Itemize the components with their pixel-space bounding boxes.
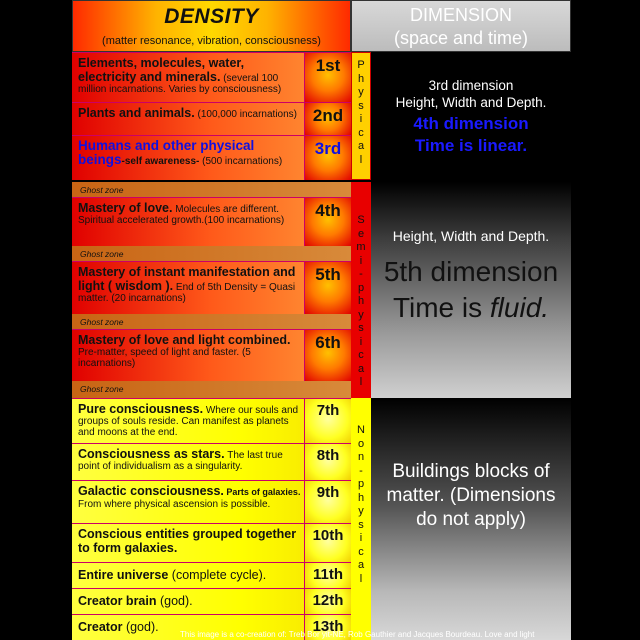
category-label-physical: P h y s i c a l <box>357 59 365 166</box>
ghost-zone-label: Ghost zone <box>72 182 351 197</box>
row-description <box>78 568 302 582</box>
row-ordinal: 9th <box>304 481 351 523</box>
row-subtitle: -self awareness- <box>121 156 200 167</box>
dimension-header <box>351 0 571 52</box>
ghost-zone-label: Ghost zone <box>72 314 351 329</box>
panel2-line3 <box>371 292 571 324</box>
density-row-12 <box>72 588 351 614</box>
density-row-4 <box>72 197 351 246</box>
ghost-zone-label: Ghost zone <box>72 381 351 398</box>
row-title: Entire universe <box>78 568 169 582</box>
category-strip-physical <box>351 52 371 180</box>
density-row-1 <box>72 52 351 102</box>
panel1-line4: Time is linear. <box>414 136 528 155</box>
row-detail: End of 5th Density = Quasi matter. (20 incarnations) <box>78 282 296 304</box>
row-title: Creator brain <box>78 594 157 608</box>
row-title: Mastery of love. <box>78 201 173 215</box>
row-description <box>78 201 302 226</box>
dimension-panel-physical <box>371 52 571 180</box>
row-title: Creator <box>78 620 123 634</box>
row-detail: (god). <box>122 620 159 634</box>
density-row-3 <box>72 135 351 180</box>
row-title: Consciousness as stars. <box>78 447 225 461</box>
row-description <box>78 106 302 120</box>
row-detail: (complete cycle). <box>168 568 267 582</box>
category-label-non-physical: N o n - p h y s i c a l <box>357 424 365 585</box>
row-ordinal: 5th <box>304 262 351 314</box>
panel1-line2: Height, Width and Depth. <box>395 95 547 110</box>
row-description <box>78 265 302 304</box>
row-detail: Pre-matter, speed of light and faster. (5 incarnations) <box>78 347 251 369</box>
row-subtitle: Parts of galaxies. <box>223 487 301 497</box>
row-title: Humans and other physical beings <box>78 138 255 167</box>
row-ordinal: 12th <box>304 589 351 614</box>
row-ordinal: 11th <box>304 563 351 588</box>
density-row-2 <box>72 102 351 135</box>
credit-line: This image is a co-creation of: Treb Bor yit-NE, Rob Gauthier and Jacques Bourdeau. Love and light <box>180 630 535 639</box>
density-row-5 <box>72 261 351 314</box>
row-description <box>78 56 302 95</box>
density-row-7 <box>72 398 351 443</box>
row-description <box>78 402 302 438</box>
category-label-semi-physical: S e m i - p h y s i c a l <box>356 214 366 388</box>
density-row-9 <box>72 480 351 523</box>
row-ordinal: 1st <box>304 53 351 102</box>
row-description <box>78 484 302 510</box>
density-subtitle: (matter resonance, vibration, consciousness) <box>102 35 321 47</box>
row-ordinal: 7th <box>304 399 351 443</box>
row-detail: The last true point of individualism as a singularity. <box>78 450 283 472</box>
row-detail: (500 incarnations) <box>199 156 283 167</box>
density-title: DENSITY <box>164 5 259 28</box>
row-description <box>78 447 302 472</box>
ghost-zone-label: Ghost zone <box>72 246 351 261</box>
row-ordinal: 8th <box>304 444 351 480</box>
row-title: Plants and animals. <box>78 106 195 120</box>
density-row-11 <box>72 562 351 588</box>
row-ordinal: 6th <box>304 330 351 381</box>
row-detail: (100,000 incarnations) <box>194 109 298 120</box>
row-detail: Molecules are different. Spiritual accelerated growth.(100 incarnations) <box>78 204 285 226</box>
panel2-line2: 5th dimension <box>383 256 559 287</box>
density-row-10 <box>72 523 351 562</box>
panel2-line1: Height, Width and Depth. <box>392 228 550 244</box>
row-ordinal: 13th <box>304 615 351 640</box>
panel1-line3: 4th dimension <box>413 114 529 133</box>
row-ordinal: 10th <box>304 524 351 562</box>
row-title: Galactic consciousness. <box>78 484 224 498</box>
row-detail: Where our souls and groups of souls reside. Can manifest as planets and moons at the end. <box>78 405 299 438</box>
row-title: Mastery of instant manifestation and light ( wisdom ). <box>78 265 296 293</box>
row-title: Pure consciousness. <box>78 402 204 416</box>
dimension-title: DIMENSION <box>409 5 512 25</box>
row-detail: (several 100 million incarnations. Varies by consciousness) <box>78 73 282 95</box>
category-strip-semi-physical <box>351 182 371 398</box>
row-description <box>78 333 302 369</box>
row-title: Elements, molecules, water, electricity and minerals. <box>78 56 245 84</box>
row-ordinal: 4th <box>304 198 351 246</box>
dimension-panel-semi-physical <box>371 182 571 398</box>
fluid-label: fluid. <box>489 292 550 323</box>
row-description <box>78 527 302 555</box>
dimension-panel-non-physical <box>371 398 571 640</box>
time-is-label: Time is <box>392 292 483 323</box>
row-detail: (god). <box>156 594 193 608</box>
density-row-8 <box>72 443 351 480</box>
category-strip-non-physical <box>351 398 371 640</box>
panel1-line1 <box>371 78 571 93</box>
dimension-subtitle: (space and time) <box>393 28 529 48</box>
row-title: Mastery of love and light combined. <box>78 333 291 347</box>
third-dimension-label: 3rd dimension <box>428 78 514 93</box>
density-header <box>72 0 351 52</box>
density-row-6 <box>72 329 351 381</box>
panel3-text: Buildings blocks of matter. (Dimensions do not apply) <box>386 461 556 530</box>
row-title: Conscious entities grouped together to form galaxies. <box>78 527 297 555</box>
row-description <box>78 139 302 169</box>
row-description <box>78 594 302 608</box>
row-detail: From where physical ascension is possible. <box>78 499 271 510</box>
row-ordinal: 3rd <box>304 136 351 180</box>
row-ordinal: 2nd <box>304 103 351 135</box>
